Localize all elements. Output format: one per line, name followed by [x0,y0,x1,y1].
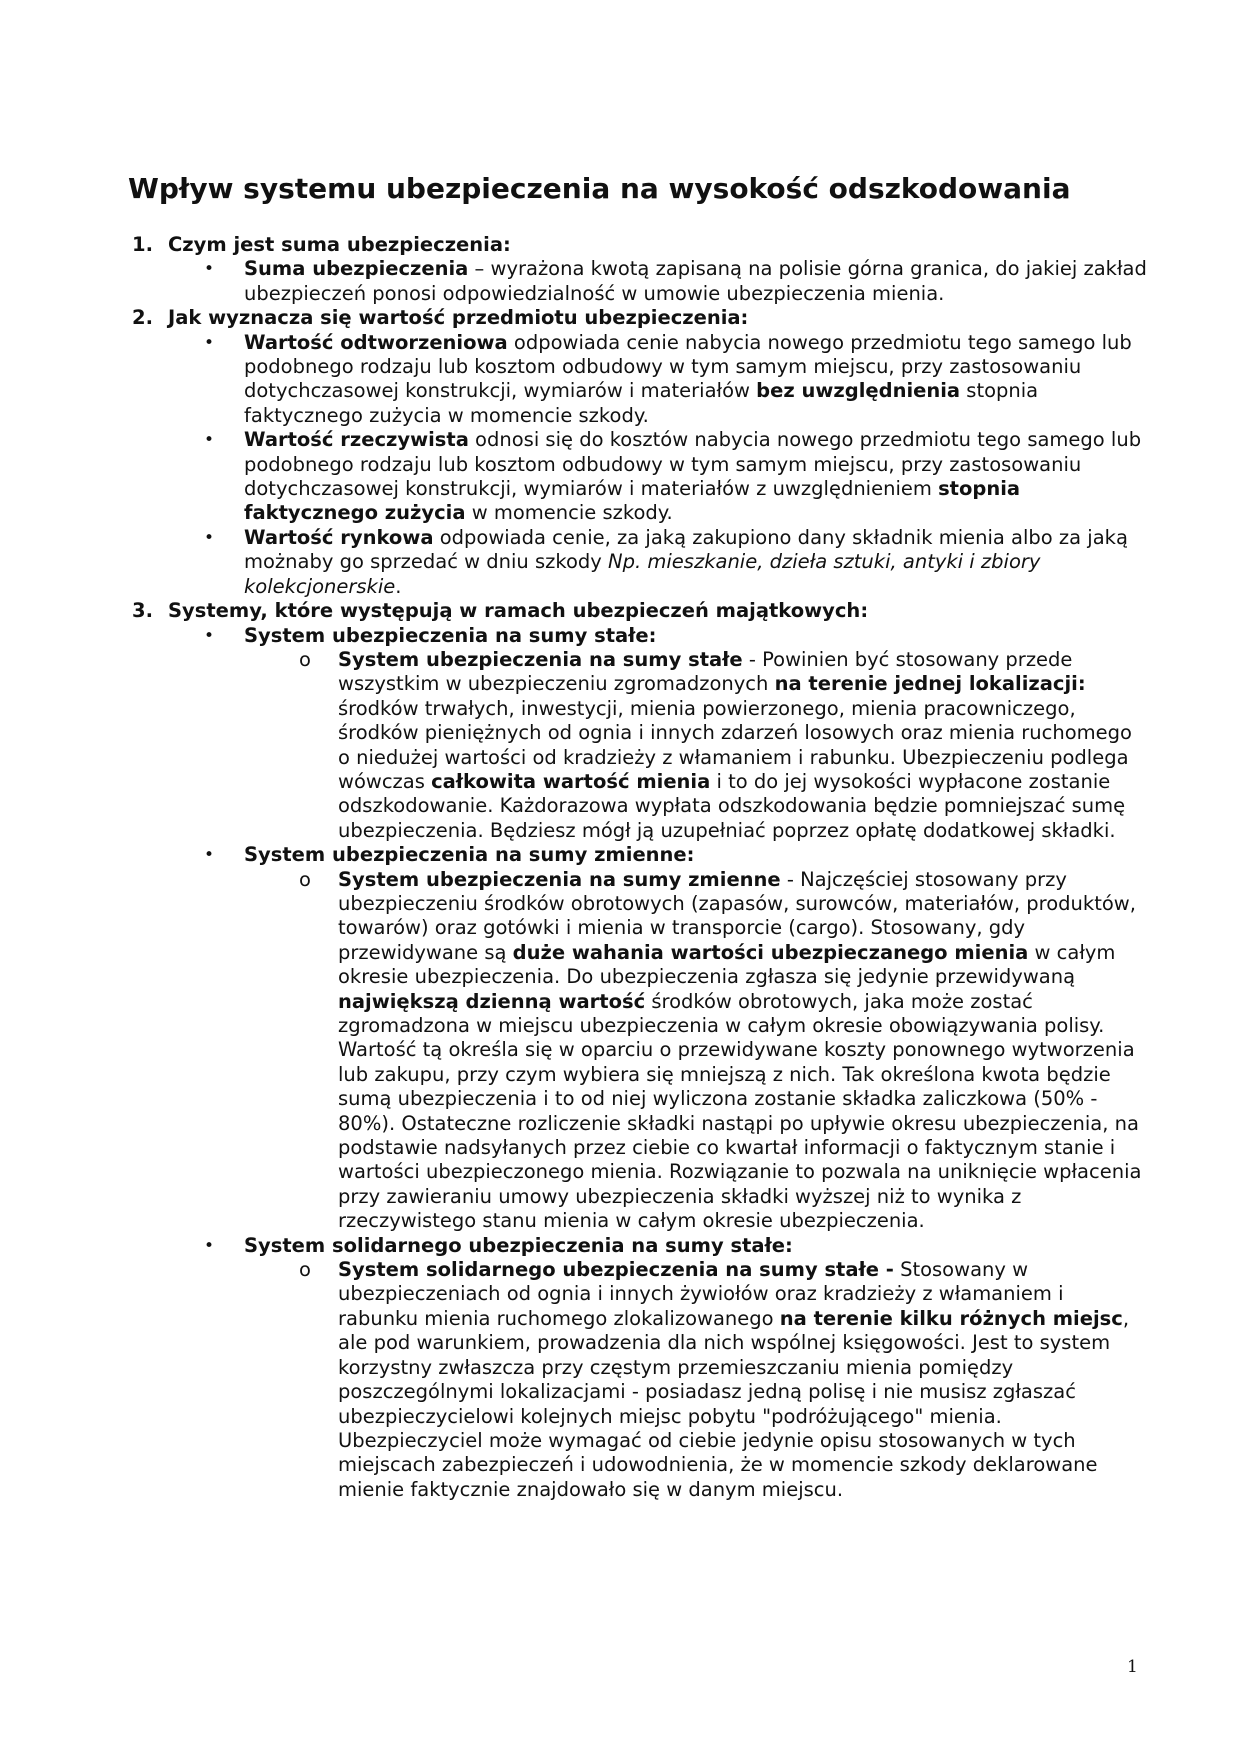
section-2-number: 2. [132,306,153,330]
bullet-icon: • [204,1235,215,1256]
section-3 [128,599,1148,1502]
section-3-title: Systemy, które występują w ramach ubezpieczeń majątkowych: [168,599,869,623]
example-italic: Np. mieszkanie, dzieła sztuki, antyki i zbiory kolekcjonerskie [244,550,1041,598]
bullet-item [128,257,1148,306]
definition-text: Stosowany w ubezpieczeniach od ognia i innych żywiołów oraz kradzieży z włamaniem i rabunku mienia ruchomego zlokalizowanego [338,1258,1064,1330]
page-number: 1 [1127,1657,1138,1677]
subsection-title: System ubezpieczenia na sumy zmienne: [244,843,695,867]
subsection-title: System ubezpieczenia na sumy stałe: [244,623,657,647]
section-1 [128,233,1148,306]
emphasis-bold: największą dzienną wartość [338,989,646,1013]
definition-text: odnosi się do kosztów nabycia nowego przedmiotu tego samego lub podobnego rodzaju lub kosztom odbudowy w tym samym miejscu, przy zastosowaniu dotychczasowej konstrukcji, wymiarów i materiałów z uwzględnieniem [244,428,1142,501]
term-bold: Suma ubezpieczenia [244,257,469,281]
section-3-number: 3. [132,599,153,623]
bullet-item [128,843,1148,867]
bullet-item [128,624,1148,648]
term-bold: Wartość rzeczywista [244,428,469,452]
section-2-title: Jak wyznacza się wartość przedmiotu ubezpieczenia: [168,306,749,330]
sub-bullet-item [128,648,1148,843]
bullet-icon: • [204,332,215,353]
definition-text: środków obrotowych, jaka może zostać zgromadzona w miejscu ubezpieczenia w całym okresie obowiązywania polisy. Wartość tą określa się w oparciu o przewidywane koszty ponownego wytworzenia lub zakupu, przy czym wybiera się mniejszą z nich. Tak określona kwota będzie sumą ubezpieczenia i to od niej wyliczona zostanie składka zaliczkowa (50% - 80%). Ostateczne rozliczenie składki nastąpi po upływie okresu ubezpieczenia, na podstawie nadsyłanych przez ciebie co kwartał informacji o faktycznym stanie i wartości ubezpieczonego mienia. Rozwiązanie to pozwala na uniknięcie wpłacenia przy zawieraniu umowy ubezpieczenia składki wyższej niż to wynika z rzeczywistego stanu mienia w całym okresie ubezpieczenia. [338,989,1142,1233]
subsection-title: System solidarnego ubezpieczenia na sumy stałe: [244,1233,793,1257]
bullet-item [128,526,1148,599]
definition-text: - Powinien być stosowany przede wszystkim w ubezpieczeniu zgromadzonych [338,647,1073,696]
term-bold: Wartość rynkowa [244,525,434,549]
bullet-icon: • [204,625,215,646]
definition-text: w całym okresie ubezpieczenia. Do ubezpieczenia zgłasza się jedynie przewidywaną [338,940,1116,989]
definition-text: – wyrażona kwotą zapisaną na polisie górna granica, do jakiej zakład ubezpieczeń ponosi odpowiedzialność w umowie ubezpieczenia mienia. [244,257,1147,305]
emphasis-bold: duże wahania wartości ubezpieczanego mienia [512,940,1029,964]
definition-text: - Najczęściej stosowany przy ubezpieczeniu środków obrotowych (zapasów, surowców, materiałów, produktów, towarów) oraz gotówki i mienia w transporcie (cargo). Stosowany, gdy przewidywane są [338,867,1136,964]
definition-text: w momencie szkody. [465,501,673,525]
section-1-number: 1. [132,233,153,256]
emphasis-bold: stopnia faktycznego zużycia [244,477,1021,525]
definition-text: , ale pod warunkiem, prowadzenia dla nich wspólnej księgowości. Jest to system korzystny zwłaszcza przy częstym przemieszczaniu mienia pomiędzy poszczególnymi lokalizacjami - posiadasz jedną polisę i nie musisz zgłaszać ubezpieczycielowi kolejnych miejsc pobytu "podróżującego" mienia. Ubezpieczyciel może wymagać od ciebie jedynie opisu stosowanych w tych miejscach zabezpieczeń i udowodnienia, że w momencie szkody deklarowane mienie faktycznie znajdowało się w danym miejscu. [338,1306,1130,1501]
page-title: Wpływ systemu ubezpieczenia na wysokość odszkodowania [128,172,1071,205]
sub-bullet-item [128,868,1148,1234]
definition-text: odpowiada cenie, za jaką zakupiono dany składnik mienia albo za jaką możnaby go sprzedać w dniu szkody [244,525,1128,574]
document-body [128,233,1148,1502]
term-bold: System ubezpieczenia na sumy stałe [338,647,743,671]
definition-text: środków trwałych, inwestycji, mienia powierzonego, mienia pracowniczego, środków pieniężnych od ognia i innych zdarzeń losowych oraz mienia ruchomego o niedużej wartości od kradzieży z włamaniem i rabunku. Ubezpieczeniu podlega wówczas [338,696,1132,793]
circle-bullet-icon: o [299,867,311,891]
emphasis-bold: bez uwzględnienia [756,379,961,403]
circle-bullet-icon: o [299,1258,311,1282]
emphasis-bold: na terenie jednej lokalizacji: [774,672,1086,696]
bullet-icon: • [204,259,215,280]
emphasis-bold: na terenie kilku różnych miejsc [779,1306,1123,1330]
bullet-item [128,1234,1148,1258]
definition-text: stopnia faktycznego zużycia w momencie szkody. [244,379,1039,427]
definition-text: i to do jej wysokości wypłacone zostanie odszkodowanie. Każdorazowa wypłata odszkodowania będzie pomniejszać sumę ubezpieczenia. Będziesz mógł ją uzupełniać poprzez opłatę dodatkowej składki. [338,769,1126,842]
emphasis-bold: całkowita wartość mienia [431,769,711,793]
definition-text: odpowiada cenie nabycia nowego przedmiotu tego samego lub podobnego rodzaju lub kosztom odbudowy w tym samym miejscu, przy zastosowaniu dotychczasowej konstrukcji, wymiarów i materiałów [244,330,1132,403]
bullet-icon: • [204,845,215,866]
sub-bullet-item [128,1258,1148,1502]
section-2 [128,306,1148,599]
circle-bullet-icon: o [299,647,311,671]
term-bold: Wartość odtworzeniowa [244,330,508,354]
bullet-icon: • [204,430,215,451]
bullet-icon: • [204,527,215,548]
definition-text: . [395,574,402,598]
term-bold: System solidarnego ubezpieczenia na sumy stałe - [338,1258,894,1282]
bullet-item [128,331,1148,429]
bullet-item [128,428,1148,526]
section-1-title: Czym jest suma ubezpieczenia: [168,233,511,256]
term-bold: System ubezpieczenia na sumy zmienne [338,867,781,891]
